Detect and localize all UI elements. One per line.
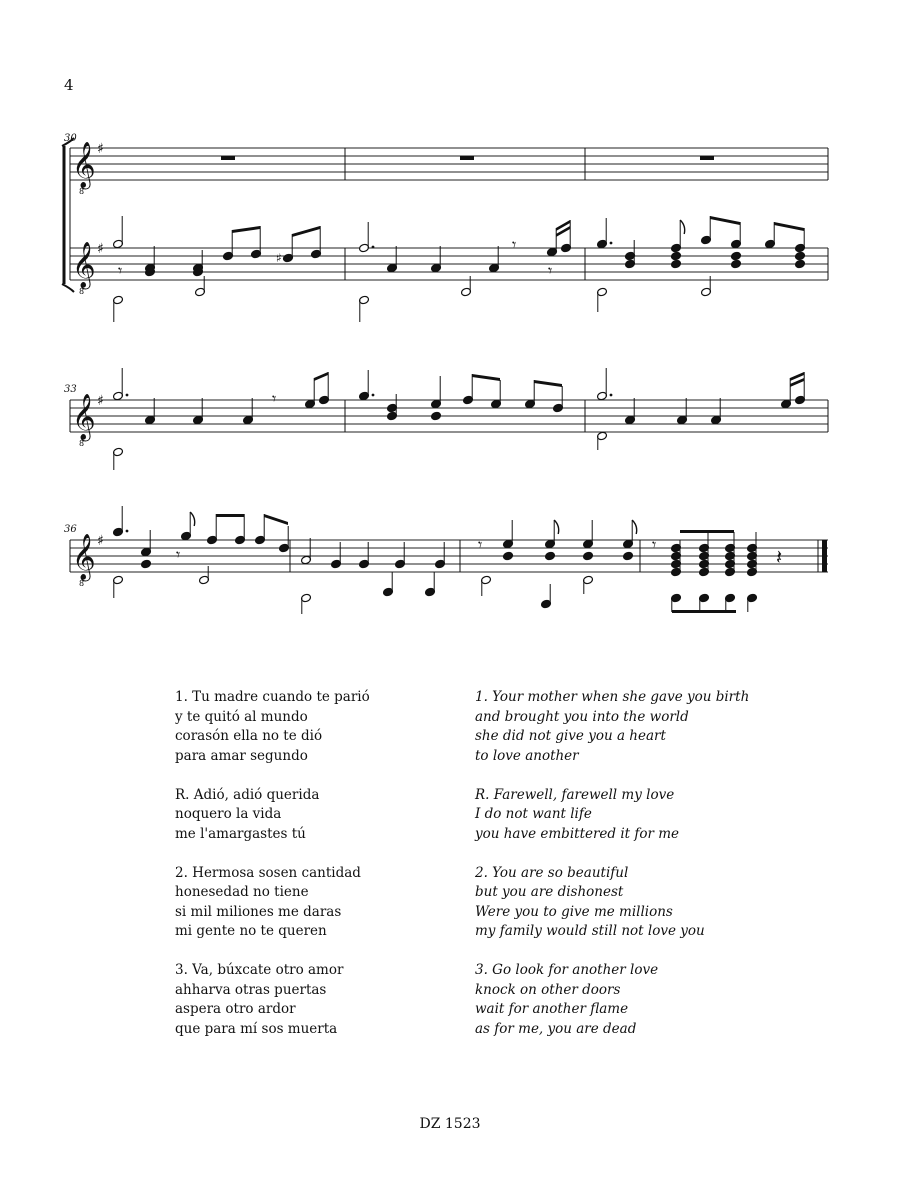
notehead: [583, 551, 594, 561]
english-line: Were you to give me millions: [475, 903, 673, 920]
dot: [372, 394, 375, 397]
note: [553, 386, 564, 413]
note: [725, 593, 736, 612]
flag: [680, 220, 685, 234]
eighth-rest-icon: 𝄾: [272, 389, 277, 408]
english-stanza: [475, 864, 775, 942]
note: [525, 380, 536, 409]
note: [731, 251, 742, 261]
note: [699, 593, 710, 612]
note: [701, 276, 712, 297]
english-line: you have embittered it for me: [475, 825, 680, 842]
note: [181, 512, 195, 541]
spanish-line: si mil miliones me daras: [175, 903, 342, 920]
spanish-stanza: [175, 786, 475, 845]
note: [583, 520, 594, 549]
note: [359, 542, 370, 569]
beam: [216, 514, 244, 517]
measure-number: 33: [64, 384, 77, 395]
note: [623, 520, 637, 549]
eighth-rest-icon: 𝄾: [176, 545, 181, 564]
octave-marker: 8: [79, 187, 85, 196]
note: [503, 520, 514, 549]
flag: [190, 512, 195, 526]
voice-staff: [70, 141, 828, 196]
note: [431, 411, 442, 421]
octave-marker: 8: [79, 287, 85, 296]
note: [463, 374, 474, 405]
note: [301, 538, 312, 565]
english-line: my family would still not love you: [475, 923, 705, 939]
notehead: [671, 251, 682, 261]
spanish-line: corasón ella no te dió: [175, 728, 323, 744]
eighth-rest-icon: 𝄾: [478, 535, 483, 554]
english-stanza: [475, 688, 775, 766]
note: [113, 506, 129, 537]
note: [671, 593, 682, 612]
note: [461, 276, 472, 297]
note: [583, 575, 594, 594]
english-line: and brought you into the world: [475, 708, 689, 725]
spanish-line: mi gente no te queren: [175, 923, 327, 939]
note: [207, 514, 218, 545]
notehead: [795, 251, 806, 261]
treble-clef-icon: 𝄞: [72, 242, 96, 288]
note: [113, 295, 124, 322]
notehead: [671, 259, 682, 269]
sharp-icon: ♯: [276, 251, 282, 265]
english-stanza: [475, 961, 775, 1039]
english-line: as for me, you are dead: [475, 1020, 637, 1037]
dot: [126, 530, 129, 533]
note: [383, 572, 394, 597]
note: [623, 551, 634, 561]
dot: [126, 394, 129, 397]
sharp-icon: ♯: [97, 533, 104, 549]
dot: [610, 242, 613, 245]
notehead: [731, 251, 742, 261]
guitar-staff: [70, 241, 828, 296]
beam: [472, 374, 500, 381]
note: [545, 520, 559, 549]
octave-marker: 8: [79, 439, 85, 448]
english-lyrics: [475, 688, 775, 1059]
notehead: [731, 259, 742, 269]
note: [235, 514, 246, 545]
eighth-rest-icon: 𝄾: [118, 261, 123, 280]
note: [541, 584, 552, 609]
note: [489, 246, 500, 273]
english-line: 2. You are so beautiful: [475, 864, 629, 881]
note: [279, 526, 290, 553]
catalog-number: DZ 1523: [419, 1116, 481, 1132]
treble-clef-icon: 𝄞: [72, 394, 96, 440]
spanish-line: me l'amargastes tú: [175, 825, 306, 842]
beam: [774, 222, 804, 231]
note: [145, 398, 156, 425]
measure-number: 36: [64, 524, 77, 535]
note: [747, 593, 758, 612]
beam: [232, 226, 260, 233]
note: [243, 398, 254, 425]
spanish-stanza: [175, 688, 475, 766]
note: [597, 368, 613, 401]
note: [193, 398, 204, 425]
note: [677, 398, 688, 425]
measure-number: 30: [64, 133, 77, 144]
spanish-line: 3. Va, búxcate otro amor: [175, 962, 344, 978]
eighth-rest-icon: 𝄾: [652, 535, 657, 554]
note: [431, 376, 442, 409]
note: [395, 542, 406, 569]
note: [765, 222, 776, 249]
sharp-icon: ♯: [97, 141, 104, 157]
note: [671, 259, 682, 269]
notehead: [795, 259, 806, 269]
treble-clef-icon: 𝄞: [72, 142, 96, 188]
note: [251, 226, 262, 259]
english-line: 1. Your mother when she gave you birth: [475, 689, 750, 705]
note: [547, 228, 558, 257]
beam: [264, 514, 288, 525]
beam: [672, 610, 736, 613]
note: [583, 551, 594, 561]
spanish-line: R. Adió, adió querida: [175, 786, 320, 803]
spanish-line: aspera otro ardor: [175, 1001, 296, 1017]
spanish-lyrics: [175, 688, 475, 1059]
spanish-line: y te quitó al mundo: [175, 708, 308, 725]
spanish-line: que para mí sos muerta: [175, 1020, 338, 1037]
spanish-line: para amar segundo: [175, 747, 308, 764]
note: [113, 368, 129, 401]
note: [731, 259, 742, 269]
note: [491, 380, 502, 409]
sharp-icon: ♯: [97, 241, 104, 257]
note: [331, 542, 342, 569]
note: [113, 575, 124, 598]
note: [113, 447, 124, 470]
beam: [314, 372, 328, 381]
english-line: R. Farewell, farewell my love: [475, 786, 675, 803]
flag: [554, 520, 559, 534]
beam: [710, 216, 740, 225]
note: [795, 251, 806, 261]
note: [359, 295, 370, 322]
spanish-stanza: [175, 864, 475, 942]
spanish-line: 2. Hermosa sosen cantidad: [175, 864, 361, 881]
english-line: I do not want life: [475, 806, 592, 822]
page-number: 4: [64, 76, 74, 94]
note: [301, 593, 312, 614]
notehead: [623, 551, 634, 561]
note: [431, 246, 442, 273]
flag: [632, 520, 637, 534]
note: [141, 530, 152, 557]
note: [597, 431, 608, 450]
english-line: to love another: [475, 747, 579, 764]
notehead: [503, 551, 514, 561]
note: [671, 251, 682, 261]
dot: [610, 394, 613, 397]
whole-rest: [221, 156, 235, 160]
final-barline-thick: [822, 540, 827, 572]
english-line: she did not give you a heart: [475, 728, 666, 744]
octave-marker: 8: [79, 579, 85, 588]
beam: [534, 380, 562, 387]
note: [597, 218, 613, 249]
beam: [292, 226, 320, 237]
whole-rest: [460, 156, 474, 160]
spanish-line: noquero la vida: [175, 806, 282, 822]
english-line: knock on other doors: [475, 981, 621, 998]
treble-clef-icon: 𝄞: [72, 534, 96, 580]
note: [711, 398, 722, 425]
spanish-line: honesedad no tiene: [175, 884, 309, 900]
note: [425, 572, 436, 597]
spanish-line: 1. Tu madre cuando te parió: [175, 689, 370, 705]
note: [597, 287, 608, 312]
note: [503, 551, 514, 561]
note: [731, 222, 742, 249]
note: [305, 378, 316, 409]
note: [195, 276, 206, 297]
english-line: wait for another flame: [475, 1001, 629, 1017]
note: [141, 559, 152, 569]
note: [701, 216, 712, 245]
note: [435, 542, 446, 569]
guitar-staff: [70, 533, 828, 588]
note: [223, 230, 234, 261]
notehead: [545, 551, 556, 561]
spanish-line: ahharva otras puertas: [175, 981, 327, 998]
beam: [680, 530, 734, 533]
quarter-rest-icon: 𝄽: [776, 545, 783, 569]
english-line: but you are dishonest: [475, 884, 624, 900]
note: [255, 514, 266, 545]
note: [545, 551, 556, 561]
note: [781, 378, 792, 409]
sharp-icon: ♯: [97, 393, 104, 409]
note: [795, 259, 806, 269]
whole-rest: [700, 156, 714, 160]
notehead: [431, 411, 442, 421]
eighth-rest-icon: 𝄾: [512, 235, 517, 254]
english-stanza: [475, 786, 775, 845]
note: [481, 575, 492, 596]
english-line: 3. Go look for another love: [475, 962, 659, 978]
note: [387, 246, 398, 273]
dot: [372, 246, 375, 249]
note: [625, 398, 636, 425]
notehead: [141, 559, 152, 569]
note: [193, 250, 204, 277]
eighth-rest-icon: 𝄾: [548, 261, 553, 280]
note: [359, 370, 375, 401]
note: [113, 216, 124, 249]
spanish-stanza: [175, 961, 475, 1039]
note: [795, 228, 806, 253]
note: [199, 566, 210, 585]
